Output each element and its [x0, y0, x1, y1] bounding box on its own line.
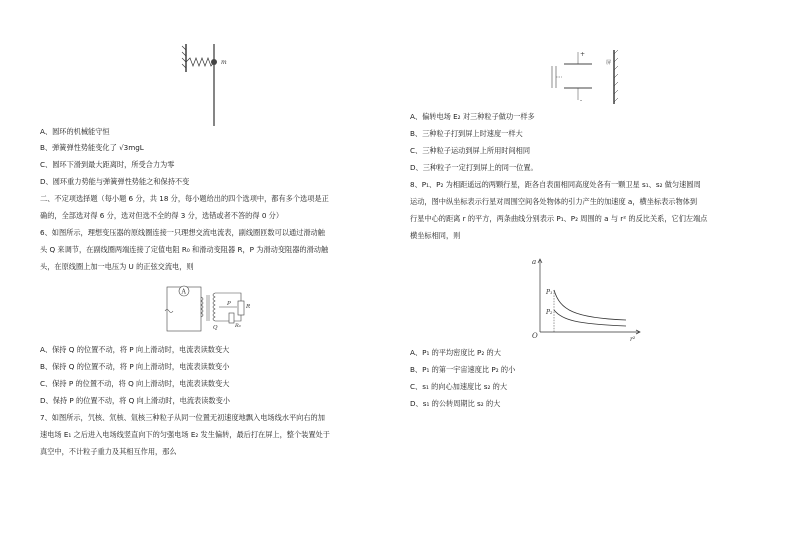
q7-option-c: C、三种粒子运动到屏上所用时间相同	[410, 146, 531, 155]
q6-stem-line3: 头，在原线圈上加一电压为 U 的正弦交流电，则	[40, 262, 194, 271]
q8-option-c: C、s₁ 的向心加速度比 s₂ 的大	[410, 382, 508, 391]
q7-option-a: A、偏转电场 E₂ 对三种粒子做功一样多	[410, 112, 535, 121]
q5-option-d: D、圆环重力势能与弹簧弹性势能之和保持不变	[40, 177, 190, 186]
minus-terminal-label: -	[580, 97, 583, 104]
figure-mass-label: m	[221, 59, 227, 66]
figure-ring-spring	[180, 42, 240, 128]
q6-stem-line2: 头 Q 来调节，在副线圈两端连接了定值电阻 R₀ 和滑动变阻器 R，P 为滑动变阻器的滑动触	[40, 245, 329, 254]
q5-option-c: C、圆环下滑到最大距离时，所受合力为零	[40, 160, 175, 169]
graph-y-axis-label: a	[532, 258, 537, 266]
q7-option-b: B、三种粒子打到屏上时速度一样大	[410, 129, 523, 138]
q5-option-b: B、弹簧弹性势能变化了 √3mgL	[40, 143, 144, 152]
q8-option-b: B、P₁ 的第一宇宙速度比 P₂ 的小	[410, 365, 516, 374]
q8-stem-line4: 横坐标相同，则	[410, 231, 461, 240]
rheostat-label: R	[246, 304, 251, 310]
q8-stem-line3: 行星中心的距离 r 的平方，两条曲线分别表示 P₁、P₂ 周围的 a 与 r² 的反比关系，它们左端点	[410, 214, 708, 223]
section-heading-line2: 确的，全部选对得 6 分，选对但选不全的得 3 分，选错或者不答的得 0 分）	[40, 211, 284, 220]
curve-p1-label: P₁	[546, 289, 553, 296]
q8-stem-line2: 运动，图中纵坐标表示行星对周围空间各处物体的引力产生的加速度 a，横坐标表示物体到	[410, 197, 698, 206]
q6-option-c: C、保持 P 的位置不动，将 Q 向上滑动时，电流表读数变大	[40, 379, 230, 388]
figure-deflection-apparatus	[548, 48, 628, 106]
screen-label: 屏	[606, 60, 612, 66]
q8-option-d: D、s₁ 的公转周期比 s₂ 的大	[410, 399, 501, 408]
plus-terminal-label: +	[580, 51, 586, 58]
q5-option-a: A、圆环的机械能守恒	[40, 127, 110, 136]
section-heading-line1: 二、不定项选择题（每小题 6 分，共 18 分，每小题给出的四个选项中，都有多个选项是正	[40, 194, 329, 203]
q8-stem-line1: 8、P₁、P₂ 为相距遥远的两颗行星，距各自表面相同高度处各有一颗卫星 s₁、s₂ 做匀速圆周	[410, 180, 701, 189]
figure-transformer-circuit	[163, 283, 263, 335]
curve-p2-label: P₂	[546, 309, 553, 316]
graph-x-axis-label: r²	[630, 336, 636, 342]
ammeter-label: A	[181, 288, 186, 296]
r0-label: R₀	[235, 323, 241, 329]
q6-stem-line1: 6、如图所示，理想变压器的原线圈连接一只理想交流电流表，副线圈匝数可以通过滑动触	[40, 228, 325, 237]
slider-p-label: P	[227, 301, 231, 307]
q8-option-a: A、P₁ 的平均密度比 P₂ 的大	[410, 348, 501, 357]
q6-option-b: B、保持 Q 的位置不动，将 P 向上滑动时，电流表读数变小	[40, 362, 230, 371]
graph-origin-label: O	[532, 332, 538, 340]
q7-option-d: D、三种粒子一定打到屏上的同一位置。	[410, 163, 538, 172]
q6-option-a: A、保持 Q 的位置不动，将 P 向上滑动时，电流表读数变大	[40, 345, 230, 354]
q6-option-d: D、保持 P 的位置不动，将 Q 向上滑动时，电流表读数变小	[40, 396, 230, 405]
q7-stem-line2: 速电场 E₁ 之后进入电场线竖直向下的匀强电场 E₂ 发生偏转，最后打在屏上，整个装置处于	[40, 430, 330, 439]
figure-acceleration-graph	[530, 254, 646, 342]
q7-stem-line3: 真空中，不计粒子重力及其相互作用，那么	[40, 447, 177, 456]
q7-stem-line1: 7、如图所示，氕核、氘核、氚核三种粒子从同一位置无初速度地飘入电场线水平向右的加	[40, 413, 325, 422]
slider-q-label: Q	[213, 325, 218, 331]
